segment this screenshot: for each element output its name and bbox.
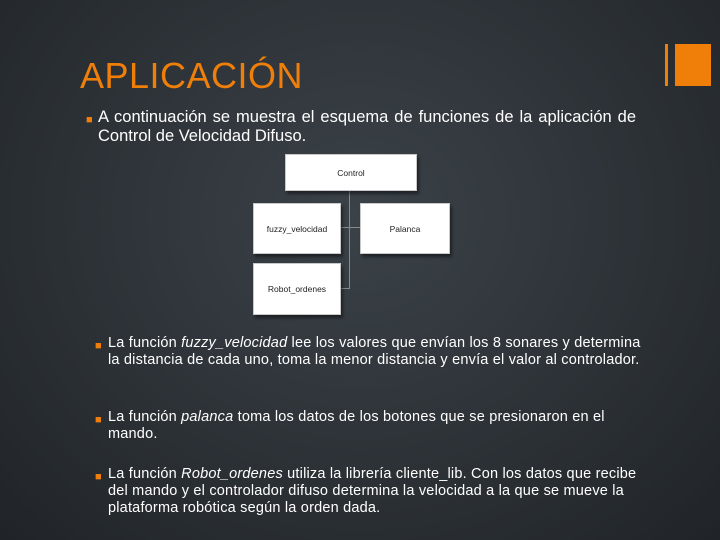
point-prefix: La función <box>108 466 182 482</box>
square-bullet-icon: ■ <box>95 414 102 426</box>
square-bullet-icon: ■ <box>86 114 93 126</box>
diagram-node-control: Control <box>285 154 417 191</box>
diagram-node-fuzzy-velocidad: fuzzy_velocidad <box>253 203 341 254</box>
connector-trunk <box>349 189 350 289</box>
square-bullet-icon: ■ <box>95 471 102 483</box>
bullet-point-robot <box>95 466 655 517</box>
point-prefix: La función <box>108 335 182 351</box>
point-emphasis: fuzzy_velocidad <box>181 335 288 351</box>
point-body: utiliza la librería cliente_lib. Con los datos que recibe del mando y el controlador difuso determina la velocidad a la que se mueve la plataforma robótica según la orden dada. <box>108 466 637 516</box>
bullet-point-palanca <box>95 409 655 443</box>
square-bullet-icon: ■ <box>95 340 102 352</box>
connector-to-palanca <box>349 227 360 228</box>
point-prefix: La función <box>108 409 182 425</box>
bullet-point-fuzzy <box>95 335 655 369</box>
diagram-node-palanca: Palanca <box>360 203 450 254</box>
intro-text: A continuación se muestra el esquema de funciones de la aplicación de Control de Velocidad Difuso. <box>98 108 636 145</box>
point-emphasis: palanca <box>181 409 234 425</box>
point-body: lee los valores que envían los 8 sonares y determina la distancia de cada uno, toma la menor distancia y envía el valor al controlador. <box>108 335 641 368</box>
diagram-node-robot-ordenes: Robot_ordenes <box>253 263 341 315</box>
slide-title: APLICACIÓN <box>80 55 304 96</box>
point-body: toma los datos de los botones que se presionaron en el mando. <box>108 409 605 442</box>
point-emphasis: Robot_ordenes <box>181 466 283 482</box>
